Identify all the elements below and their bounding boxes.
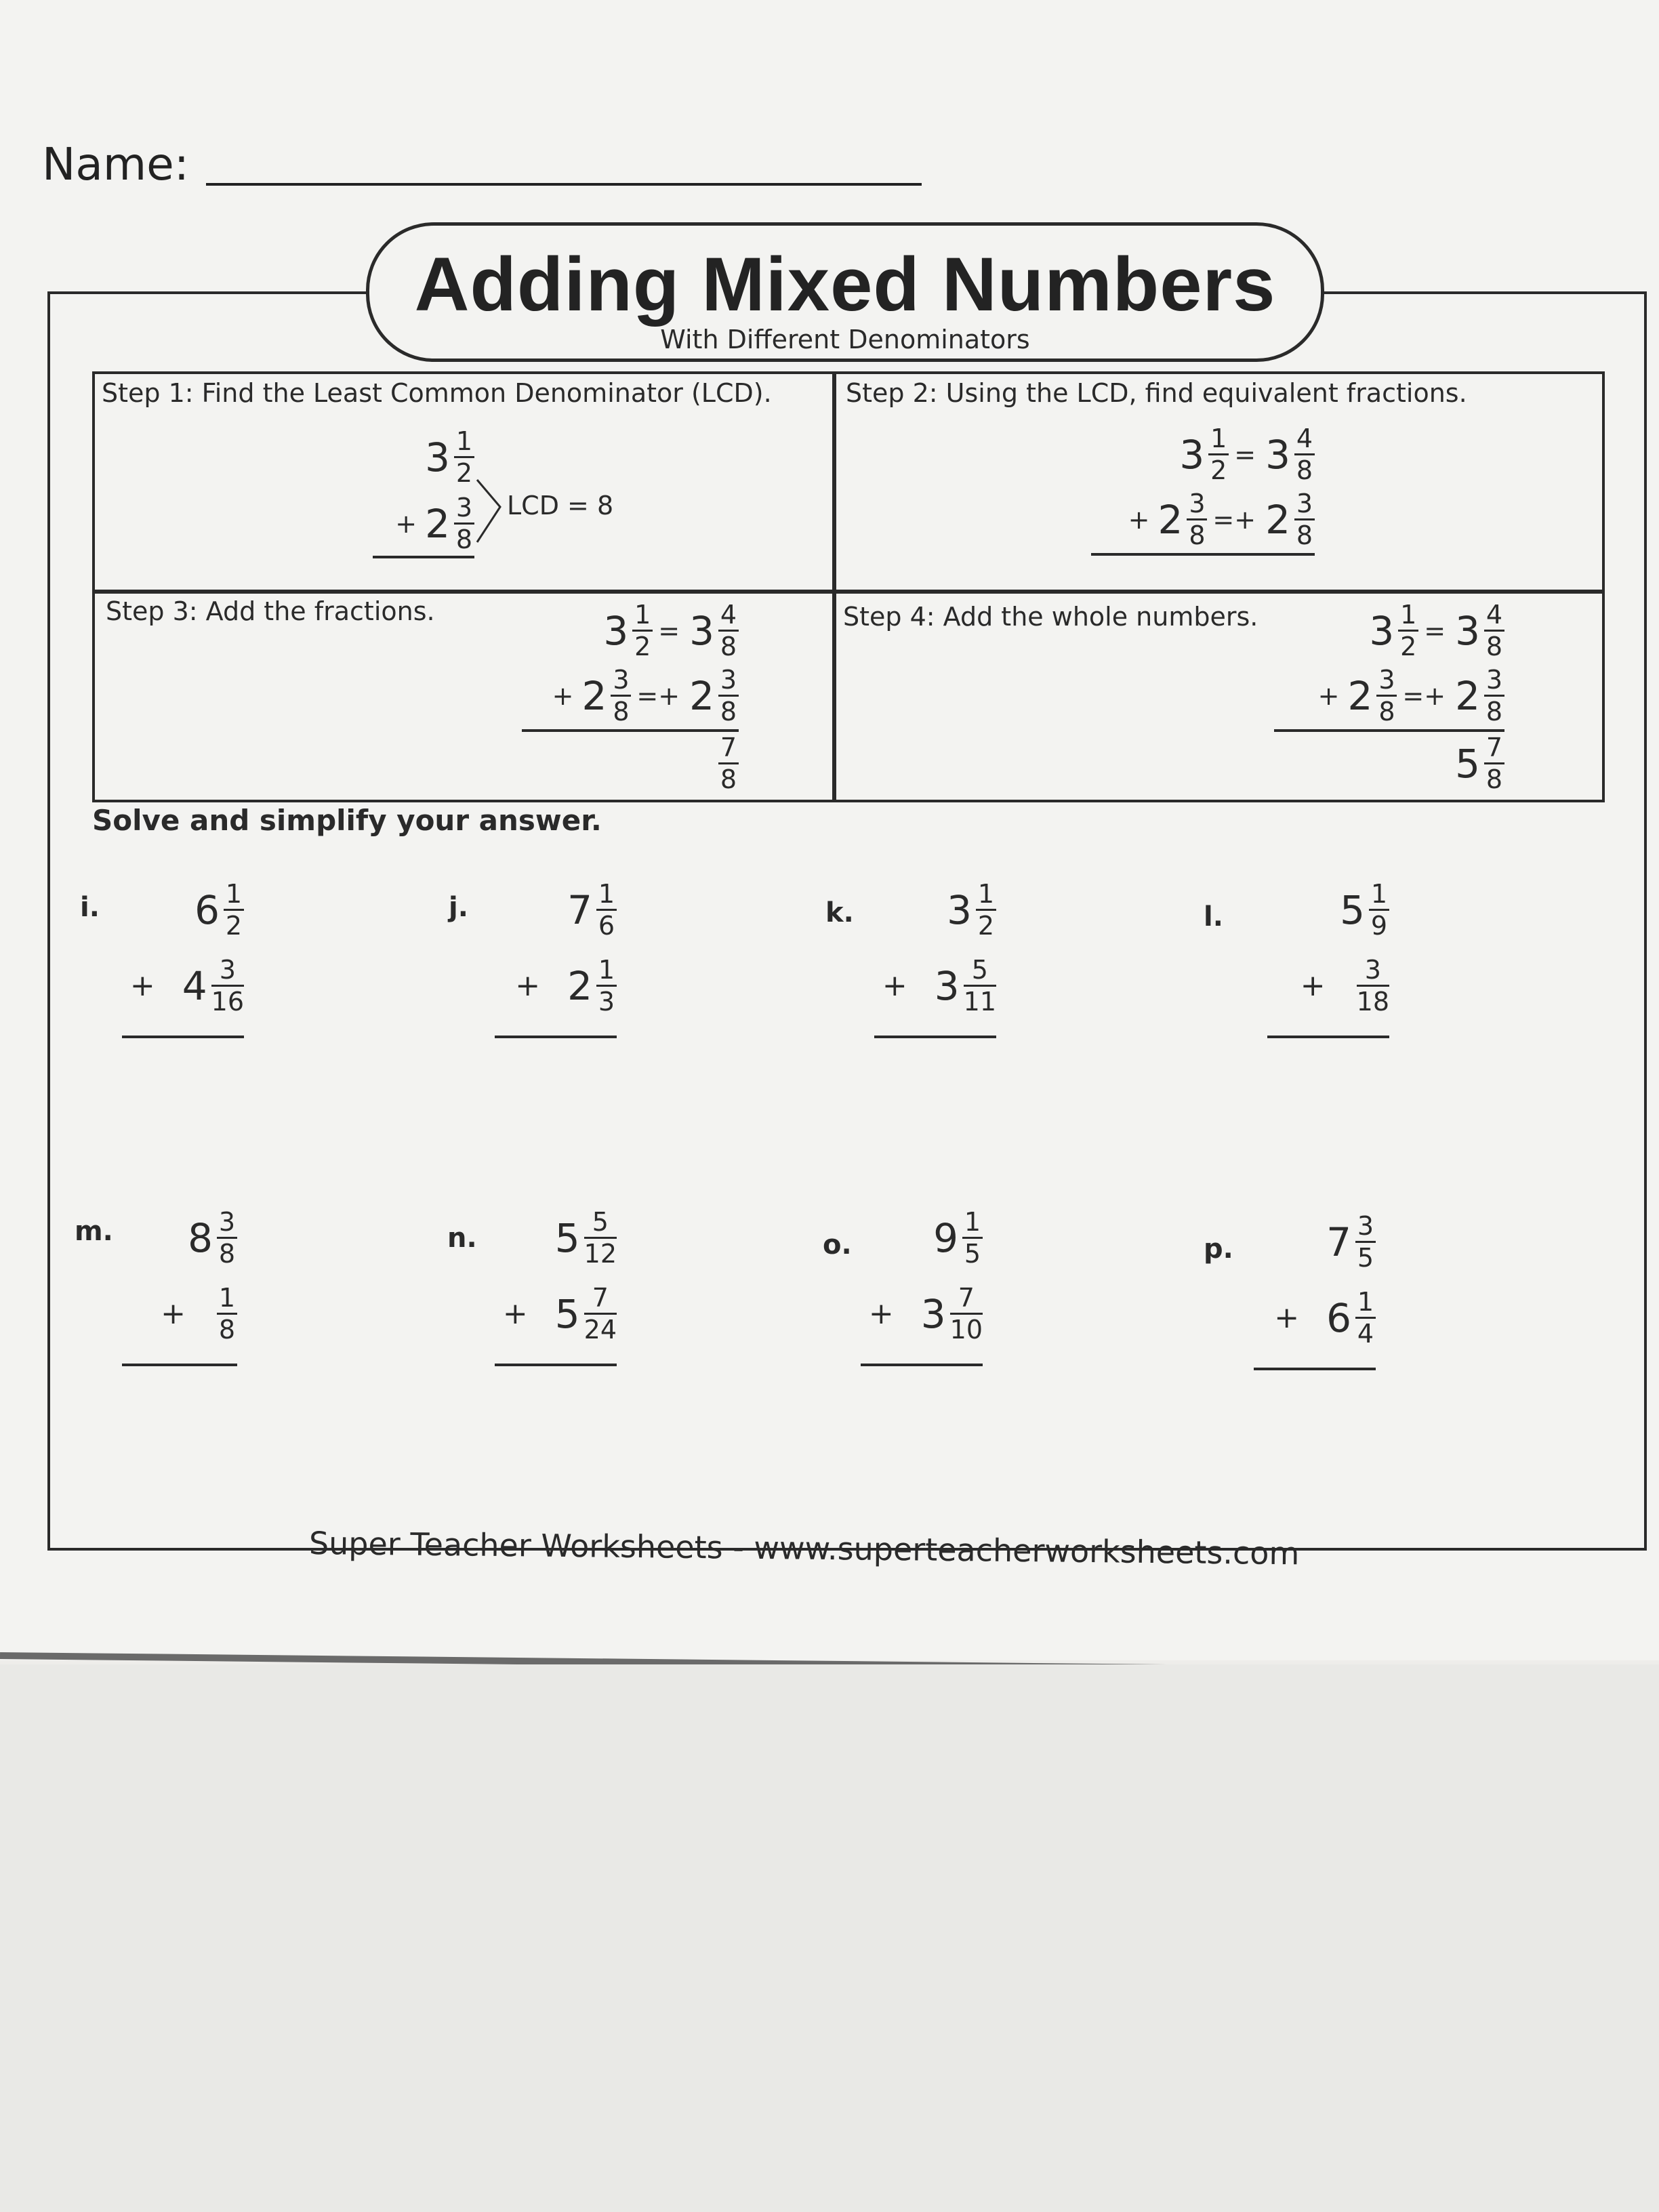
fraction <box>718 667 739 724</box>
step-2-title: Step 2: Using the LCD, find equivalent fractions. <box>846 378 1467 408</box>
addend-top <box>1340 881 1389 939</box>
fraction <box>976 881 996 939</box>
numerator: 5 <box>592 1207 609 1237</box>
fraction <box>1484 735 1504 792</box>
page-subtitle: With Different Denominators <box>660 325 1030 354</box>
numerator: 1 <box>1400 600 1417 630</box>
whole-number: 5 <box>1455 740 1480 787</box>
instructions: Solve and simplify your answer. <box>92 804 602 837</box>
name-label: Name: <box>42 138 189 190</box>
fraction <box>611 667 631 724</box>
denominator: 8 <box>1296 520 1313 550</box>
fraction <box>632 602 653 659</box>
numerator: 3 <box>1357 1211 1374 1241</box>
numerator: 1 <box>455 426 473 456</box>
whole-number: 3 <box>1369 607 1395 654</box>
problem <box>366 881 617 1037</box>
addend-top <box>194 881 244 939</box>
denominator: 8 <box>1486 697 1503 726</box>
whole-number: 8 <box>188 1214 213 1261</box>
equals-sign: = <box>1424 615 1446 646</box>
equivalent-row <box>1128 491 1315 548</box>
denominator: 2 <box>225 911 243 941</box>
plus-sign: + <box>1300 968 1326 1003</box>
fraction <box>1369 881 1389 939</box>
fraction <box>1376 667 1397 724</box>
problem-label: m. <box>75 1216 113 1247</box>
denominator: 8 <box>455 525 473 554</box>
numerator: 3 <box>1364 955 1381 985</box>
whole-number: 2 <box>689 672 714 719</box>
numerator: 3 <box>218 1207 236 1237</box>
step-3-example <box>515 602 739 792</box>
problem-label: l. <box>1204 901 1223 933</box>
denominator: 2 <box>1400 632 1417 661</box>
whole-number: 4 <box>182 962 207 1009</box>
fraction <box>217 1209 237 1267</box>
addend-top <box>947 881 996 939</box>
denominator: 8 <box>720 697 737 726</box>
plus-sign: + <box>161 1296 186 1331</box>
equals-sign: = <box>1234 439 1256 470</box>
numerator: 3 <box>219 955 236 985</box>
addend-bottom <box>130 957 244 1015</box>
denominator: 2 <box>1210 455 1227 485</box>
step-4-title: Step 4: Add the whole numbers. <box>843 602 1258 632</box>
step-1-title: Step 1: Find the Least Common Denominator (LCD). <box>102 378 772 408</box>
numerator: 4 <box>1296 424 1313 453</box>
fraction <box>224 881 244 939</box>
denominator: 8 <box>1486 764 1503 794</box>
step-3-title: Step 3: Add the fractions. <box>106 596 435 626</box>
problem <box>129 881 244 1037</box>
fraction <box>217 1285 237 1343</box>
denominator: 8 <box>218 1239 236 1269</box>
numerator: 1 <box>218 1283 236 1313</box>
denominator: 5 <box>1357 1243 1374 1273</box>
numerator: 3 <box>1189 489 1206 518</box>
sum-line <box>1274 729 1504 732</box>
fraction <box>1355 1289 1376 1347</box>
whole-number: 7 <box>567 886 592 933</box>
numerator: 7 <box>720 733 737 762</box>
denominator: 8 <box>1296 455 1313 485</box>
plus-sign: + <box>1317 680 1340 711</box>
whole-number: 3 <box>1179 431 1205 478</box>
whole-number: 2 <box>1455 672 1480 719</box>
whole-number: 3 <box>425 434 450 480</box>
fraction <box>1208 426 1229 483</box>
addend-top <box>567 881 617 939</box>
plus-sign: + <box>129 968 155 1003</box>
denominator: 8 <box>720 632 737 661</box>
fraction <box>1484 667 1504 724</box>
whole-number: 2 <box>1265 496 1290 543</box>
numerator: 1 <box>977 879 995 909</box>
whole-number: 2 <box>1347 672 1373 719</box>
bracket-icon <box>474 474 508 549</box>
fraction <box>962 1209 983 1267</box>
whole-number: 3 <box>920 1290 946 1337</box>
denominator: 8 <box>1189 520 1206 550</box>
page-title: Adding Mixed Numbers <box>414 242 1276 327</box>
fraction <box>1294 426 1315 483</box>
plus-sign: + <box>1128 504 1150 535</box>
whole-number: 9 <box>933 1214 958 1261</box>
equivalent-row <box>1318 667 1504 724</box>
numerator: 7 <box>1486 733 1503 762</box>
fraction <box>1294 491 1315 548</box>
fraction <box>1357 957 1389 1015</box>
denominator: 3 <box>598 987 615 1017</box>
sum-line <box>1254 1368 1376 1370</box>
denominator: 8 <box>720 764 737 794</box>
denominator: 4 <box>1357 1319 1374 1349</box>
problem <box>1132 1213 1376 1369</box>
desk-surface <box>0 1664 1659 2212</box>
problem <box>1145 881 1389 1037</box>
fraction <box>584 1209 617 1267</box>
denominator: 2 <box>634 632 651 661</box>
problem-label: o. <box>823 1229 852 1261</box>
whole-number: 2 <box>425 500 450 547</box>
denominator: 8 <box>1486 632 1503 661</box>
problem-label: j. <box>449 892 468 923</box>
whole-number: 2 <box>1158 496 1183 543</box>
sum-line <box>495 1364 617 1366</box>
divider <box>95 590 1602 594</box>
numerator: 3 <box>455 493 473 523</box>
problem <box>745 881 996 1037</box>
numerator: 1 <box>634 600 651 630</box>
fraction <box>596 881 617 939</box>
name-line[interactable] <box>206 183 922 186</box>
fraction <box>1398 602 1418 659</box>
equals-sign: =+ <box>636 680 680 711</box>
numerator: 1 <box>964 1207 981 1237</box>
plus-sign: + <box>502 1296 528 1331</box>
whole-number: 5 <box>554 1214 580 1261</box>
denominator: 6 <box>598 911 615 941</box>
fraction <box>1187 491 1207 548</box>
addend-bottom <box>869 1285 983 1343</box>
step-4-example <box>1267 602 1504 792</box>
numerator: 5 <box>971 955 988 985</box>
addend-bottom <box>515 957 617 1015</box>
whole-number: 6 <box>194 886 220 933</box>
numerator: 3 <box>1486 665 1503 695</box>
addend-top <box>933 1209 983 1267</box>
denominator: 24 <box>583 1315 617 1345</box>
plus-sign: + <box>882 968 907 1003</box>
equals-sign: =+ <box>1402 680 1446 711</box>
denominator: 9 <box>1370 911 1388 941</box>
numerator: 1 <box>598 879 615 909</box>
denominator: 18 <box>1356 987 1389 1017</box>
equivalent-row <box>1179 426 1315 483</box>
denominator: 2 <box>455 458 473 488</box>
footer-credit: Super Teacher Worksheets - www.superteacherworksheets.com <box>308 1525 1300 1572</box>
fraction <box>1484 602 1504 659</box>
addend-top <box>188 1209 237 1267</box>
plus-sign: + <box>1274 1300 1300 1335</box>
sum-line <box>874 1036 996 1038</box>
numerator: 7 <box>958 1283 975 1313</box>
sum-line <box>122 1036 244 1038</box>
denominator: 8 <box>613 697 630 726</box>
numerator: 3 <box>613 665 630 695</box>
problem <box>122 1209 237 1365</box>
sum-line <box>495 1036 617 1038</box>
sum-line <box>122 1364 237 1366</box>
numerator: 7 <box>592 1283 609 1313</box>
whole-number: 2 <box>581 672 607 719</box>
fraction <box>454 428 474 486</box>
whole-number: 3 <box>1265 431 1290 478</box>
numerator: 1 <box>1210 424 1227 453</box>
whole-number: 3 <box>934 962 960 1009</box>
denominator: 8 <box>1378 697 1395 726</box>
denominator: 11 <box>963 987 996 1017</box>
addend-top <box>555 1209 617 1267</box>
denominator: 10 <box>949 1315 983 1345</box>
sum-line <box>373 556 474 558</box>
sum-result <box>1455 735 1504 792</box>
problem-label: p. <box>1204 1233 1233 1265</box>
step-1-example <box>366 428 474 561</box>
plus-sign: + <box>515 968 541 1003</box>
denominator: 12 <box>583 1239 617 1269</box>
fraction <box>950 1285 983 1343</box>
numerator: 1 <box>1357 1287 1374 1317</box>
sum-line <box>861 1364 983 1366</box>
fraction <box>211 957 244 1015</box>
sum-line <box>1267 1036 1389 1038</box>
equals-sign: = <box>658 615 680 646</box>
plus-sign: + <box>552 680 574 711</box>
problem-label: n. <box>447 1223 477 1254</box>
addend-bottom <box>1274 1289 1376 1347</box>
addend-bottom <box>503 1285 617 1343</box>
numerator: 1 <box>1370 879 1388 909</box>
denominator: 2 <box>977 911 995 941</box>
lcd-label: LCD = 8 <box>507 491 614 520</box>
numerator: 1 <box>225 879 243 909</box>
denominator: 5 <box>964 1239 981 1269</box>
problem-label: i. <box>80 892 100 923</box>
divider <box>832 374 836 800</box>
whole-number: 5 <box>1340 886 1365 933</box>
equivalent-row <box>603 602 739 659</box>
sum-line <box>1091 553 1315 556</box>
plus-sign: + <box>395 508 417 539</box>
addend-bottom <box>161 1285 237 1343</box>
equals-sign: =+ <box>1212 504 1256 535</box>
step-2-example <box>1084 426 1315 561</box>
numerator: 4 <box>1486 600 1503 630</box>
numerator: 4 <box>720 600 737 630</box>
addend-top <box>1326 1213 1376 1271</box>
sum-result <box>718 735 739 792</box>
plus-sign: + <box>868 1296 894 1331</box>
denominator: 8 <box>218 1315 236 1345</box>
whole-number: 3 <box>1455 607 1480 654</box>
whole-number: 5 <box>554 1290 580 1337</box>
numerator: 3 <box>1296 489 1313 518</box>
whole-number: 6 <box>1326 1294 1351 1341</box>
fraction <box>596 957 617 1015</box>
numerator: 1 <box>598 955 615 985</box>
addend-bottom <box>882 957 996 1015</box>
problem-label: k. <box>825 897 854 928</box>
denominator: 16 <box>211 987 244 1017</box>
addend-bottom <box>1300 957 1389 1015</box>
fraction <box>1355 1213 1376 1271</box>
problem <box>366 1209 617 1365</box>
whole-number: 3 <box>947 886 972 933</box>
whole-number: 2 <box>567 962 592 1009</box>
whole-number: 3 <box>603 607 629 654</box>
addend-bottom <box>395 495 474 552</box>
sum-line <box>522 729 739 732</box>
addend-top <box>425 428 474 486</box>
numerator: 3 <box>720 665 737 695</box>
fraction <box>584 1285 617 1343</box>
whole-number: 7 <box>1326 1218 1351 1265</box>
whole-number: 3 <box>689 607 714 654</box>
fraction <box>454 495 474 552</box>
numerator: 3 <box>1378 665 1395 695</box>
equivalent-row <box>1369 602 1504 659</box>
fraction <box>718 735 739 792</box>
problem <box>732 1209 983 1365</box>
fraction <box>964 957 996 1015</box>
fraction <box>718 602 739 659</box>
equivalent-row <box>552 667 739 724</box>
title-banner <box>366 222 1324 362</box>
